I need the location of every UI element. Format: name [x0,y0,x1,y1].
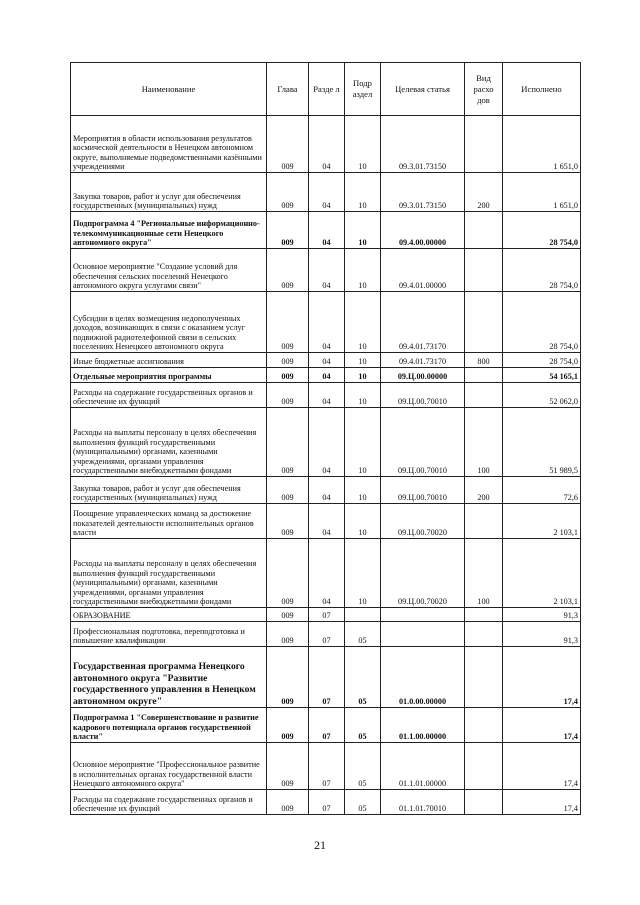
cell-name: Расходы на выплаты персоналу в целях обеспечения выполнения функций государственными (муниципальными) органами, казенными учреждениями, органами управления государственными внебюджетными фондами [71,539,267,608]
cell-vid: 100 [465,408,503,477]
cell-ispolneno: 17,4 [503,708,581,743]
cell-glava: 009 [267,790,309,815]
header-podrazdel: Подр аздел [345,63,381,116]
header-razdel: Разде л [309,63,345,116]
cell-name: Подпрограмма 1 "Совершенствование и развитие кадрового потенциала органов государственной власти" [71,708,267,743]
cell-celevaya: 09.Ц.00.70010 [381,383,465,408]
cell-ispolneno: 72,6 [503,477,581,504]
cell-vid: 200 [465,477,503,504]
cell-razdel: 07 [309,708,345,743]
cell-name: Закупка товаров, работ и услуг для обеспечения государственных (муниципальных) нужд [71,477,267,504]
cell-razdel: 04 [309,477,345,504]
table-row [71,173,581,212]
cell-glava: 009 [267,249,309,292]
cell-ispolneno: 91,3 [503,622,581,647]
cell-podrazdel: 10 [345,368,381,383]
cell-celevaya: 09.4.01.73170 [381,353,465,368]
cell-podrazdel: 10 [345,408,381,477]
cell-vid [465,383,503,408]
cell-podrazdel: 10 [345,477,381,504]
cell-podrazdel: 10 [345,173,381,212]
cell-razdel: 04 [309,292,345,353]
cell-razdel: 04 [309,212,345,249]
cell-glava: 009 [267,353,309,368]
cell-glava: 009 [267,622,309,647]
cell-razdel: 04 [309,353,345,368]
cell-vid: 800 [465,353,503,368]
cell-name: Расходы на содержание государственных органов и обеспечение их функций [71,790,267,815]
table-row [71,477,581,504]
cell-ispolneno: 52 062,0 [503,383,581,408]
header-celevaya-statya: Целевая статья [381,63,465,116]
cell-celevaya: 09.3.01.73150 [381,116,465,173]
header-vid-rashodov: Вид расхо дов [465,63,503,116]
budget-table-container [70,62,580,815]
cell-podrazdel: 10 [345,383,381,408]
cell-glava: 009 [267,708,309,743]
cell-glava: 009 [267,608,309,622]
cell-name: Отдельные мероприятия программы [71,368,267,383]
cell-vid: 200 [465,173,503,212]
cell-celevaya: 09.4.01.73170 [381,292,465,353]
cell-ispolneno: 17,4 [503,790,581,815]
cell-podrazdel: 10 [345,353,381,368]
cell-ispolneno: 1 651,0 [503,173,581,212]
cell-ispolneno: 54 165,1 [503,368,581,383]
cell-vid [465,504,503,539]
table-row [71,368,581,383]
cell-podrazdel: 05 [345,743,381,790]
cell-name: Основное мероприятие "Создание условий для обеспечения сельских поселений Ненецкого автономного округа услугами связи" [71,249,267,292]
cell-ispolneno: 17,4 [503,647,581,708]
cell-name: Профессиональная подготовка, переподготовка и повышение квалификации [71,622,267,647]
cell-ispolneno: 2 103,1 [503,504,581,539]
cell-vid: 100 [465,539,503,608]
cell-vid [465,368,503,383]
cell-glava: 009 [267,743,309,790]
cell-ispolneno: 51 989,5 [503,408,581,477]
cell-name: Расходы на содержание государственных органов и обеспечение их функций [71,383,267,408]
cell-podrazdel: 10 [345,292,381,353]
cell-glava: 009 [267,116,309,173]
cell-celevaya: 09.Ц.00.00000 [381,368,465,383]
cell-ispolneno: 2 103,1 [503,539,581,608]
cell-celevaya: 09.4.00.00000 [381,212,465,249]
table-row [71,383,581,408]
cell-ispolneno: 28 754,0 [503,353,581,368]
cell-ispolneno: 1 651,0 [503,116,581,173]
cell-name: Расходы на выплаты персоналу в целях обеспечения выполнения функций государственными (муниципальными) органами, казенными учреждениями, органами управления государственными внебюджетными фондами [71,408,267,477]
cell-celevaya [381,622,465,647]
cell-podrazdel: 10 [345,212,381,249]
cell-razdel: 04 [309,173,345,212]
table-row [71,504,581,539]
cell-ispolneno: 28 754,0 [503,212,581,249]
cell-razdel: 04 [309,408,345,477]
page-number: 21 [314,838,326,852]
table-row [71,116,581,173]
header-ispolneno: Исполнено [503,63,581,116]
cell-name: Иные бюджетные ассигнования [71,353,267,368]
cell-razdel: 04 [309,539,345,608]
cell-vid [465,116,503,173]
cell-name: ОБРАЗОВАНИЕ [71,608,267,622]
table-row [71,408,581,477]
cell-razdel: 07 [309,622,345,647]
cell-celevaya: 01.1.01.00000 [381,743,465,790]
cell-vid [465,743,503,790]
cell-glava: 009 [267,477,309,504]
cell-podrazdel: 05 [345,790,381,815]
cell-razdel: 04 [309,249,345,292]
cell-name: Поощрение управленческих команд за достижение показателей деятельности исполнительных органов власти [71,504,267,539]
cell-podrazdel: 10 [345,539,381,608]
cell-razdel: 04 [309,116,345,173]
cell-glava: 009 [267,173,309,212]
table-row [71,292,581,353]
cell-glava: 009 [267,292,309,353]
cell-podrazdel: 05 [345,647,381,708]
cell-glava: 009 [267,504,309,539]
table-header-row [71,63,581,116]
cell-celevaya: 09.Ц.00.70020 [381,539,465,608]
cell-celevaya: 01.1.00.00000 [381,708,465,743]
cell-name: Государственная программа Ненецкого автономного округа "Развитие государственного управления в Ненецком автономном округе" [71,647,267,708]
cell-name: Субсидии в целях возмещения недополученных доходов, возникающих в связи с оказанием услуг подвижной радиотелефонной связи в сельских поселениях Ненецкого автономного округа [71,292,267,353]
cell-razdel: 07 [309,790,345,815]
cell-name: Подпрограмма 4 "Региональные информационно-телекоммуникационные сети Ненецкого автономного округа" [71,212,267,249]
cell-glava: 009 [267,383,309,408]
cell-celevaya [381,608,465,622]
table-body [71,116,581,815]
cell-name: Основное мероприятие "Профессиональное развитие в исполнительных органах государственной власти Ненецкого автономного округа" [71,743,267,790]
table-row [71,539,581,608]
cell-podrazdel: 10 [345,116,381,173]
cell-podrazdel: 10 [345,504,381,539]
table-row [71,353,581,368]
cell-vid [465,212,503,249]
cell-ispolneno: 28 754,0 [503,292,581,353]
cell-vid [465,790,503,815]
table-row [71,708,581,743]
cell-vid [465,708,503,743]
table-row [71,647,581,708]
cell-name: Закупка товаров, работ и услуг для обеспечения государственных (муниципальных) нужд [71,173,267,212]
table-row [71,622,581,647]
table-row [71,608,581,622]
header-glava: Глава [267,63,309,116]
cell-vid [465,622,503,647]
cell-glava: 009 [267,539,309,608]
table-row [71,249,581,292]
cell-razdel: 07 [309,743,345,790]
cell-vid [465,292,503,353]
cell-celevaya: 01.1.01.70010 [381,790,465,815]
cell-podrazdel [345,608,381,622]
cell-celevaya: 09.4.01.00000 [381,249,465,292]
cell-razdel: 04 [309,368,345,383]
cell-podrazdel: 05 [345,708,381,743]
cell-glava: 009 [267,368,309,383]
cell-razdel: 04 [309,383,345,408]
header-name: Наименование [71,63,267,116]
cell-ispolneno: 91,3 [503,608,581,622]
cell-podrazdel: 10 [345,249,381,292]
cell-razdel: 04 [309,504,345,539]
cell-ispolneno: 28 754,0 [503,249,581,292]
cell-glava: 009 [267,647,309,708]
cell-vid [465,608,503,622]
cell-glava: 009 [267,408,309,477]
cell-celevaya: 09.3.01.73150 [381,173,465,212]
cell-vid [465,249,503,292]
cell-celevaya: 09.Ц.00.70010 [381,477,465,504]
table-row [71,743,581,790]
cell-name: Мероприятия в области использования результатов космической деятельности в Ненецком автономном округе, выполняемые подведомственными казёнными учреждениями [71,116,267,173]
cell-vid [465,647,503,708]
cell-celevaya: 09.Ц.00.70010 [381,408,465,477]
cell-celevaya: 01.0.00.00000 [381,647,465,708]
table-row [71,790,581,815]
cell-celevaya: 09.Ц.00.70020 [381,504,465,539]
table-row [71,212,581,249]
cell-ispolneno: 17,4 [503,743,581,790]
cell-podrazdel: 05 [345,622,381,647]
cell-razdel: 07 [309,647,345,708]
cell-glava: 009 [267,212,309,249]
budget-table [70,62,581,815]
cell-razdel: 07 [309,608,345,622]
